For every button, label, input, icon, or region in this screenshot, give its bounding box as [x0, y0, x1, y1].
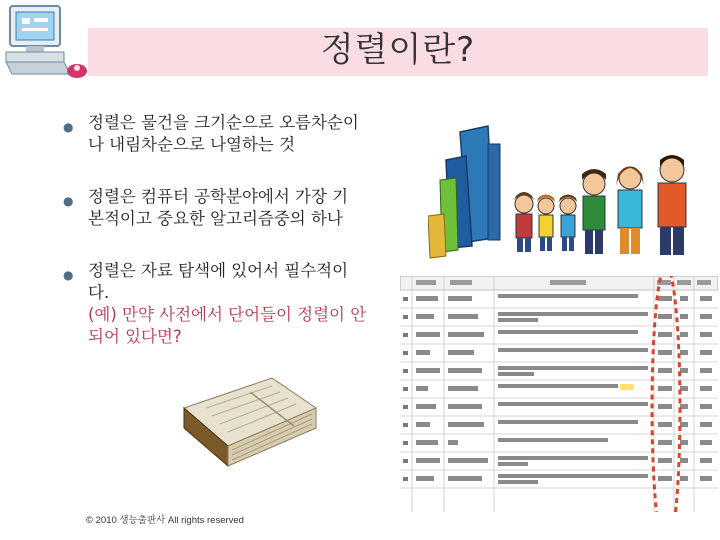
- example-text-line: 되어 있다면?: [88, 327, 182, 346]
- books-family-clipart: [428, 120, 708, 260]
- bullet-text-line: 본적이고 중요한 알고리즘중의 하나: [88, 209, 343, 228]
- bullet-dot-icon: ●: [63, 194, 74, 208]
- bullet-text-line: 다.: [88, 283, 110, 302]
- bullet-item: [60, 186, 400, 230]
- slide-title: 정렬이란?: [320, 30, 476, 70]
- bullet-dot-icon: ●: [63, 268, 74, 282]
- bullet-dot-icon: ●: [63, 120, 74, 134]
- sorted-table-screenshot: [400, 276, 718, 512]
- example-text-line: (예) 만약 사전에서 단어들이 정렬이 안: [88, 305, 367, 324]
- bullet-text-line: 정렬은 컴퓨터 공학분야에서 가장 기: [88, 187, 349, 206]
- bullet-item: [60, 112, 400, 156]
- computer-clipart-icon: [4, 4, 90, 80]
- copyright-text: © 2010 생능출판사 All rights reserved: [86, 515, 244, 526]
- bullet-text-line: 정렬은 물건을 크기순으로 오름차순이: [88, 113, 359, 132]
- bullet-text-line: 나 내림차순으로 나열하는 것: [88, 135, 296, 154]
- bullet-list: [60, 112, 400, 378]
- bullet-item: [60, 260, 400, 348]
- bullet-text-line: 정렬은 자료 탐색에 있어서 필수적이: [88, 261, 349, 280]
- dictionary-photo: [176, 374, 320, 470]
